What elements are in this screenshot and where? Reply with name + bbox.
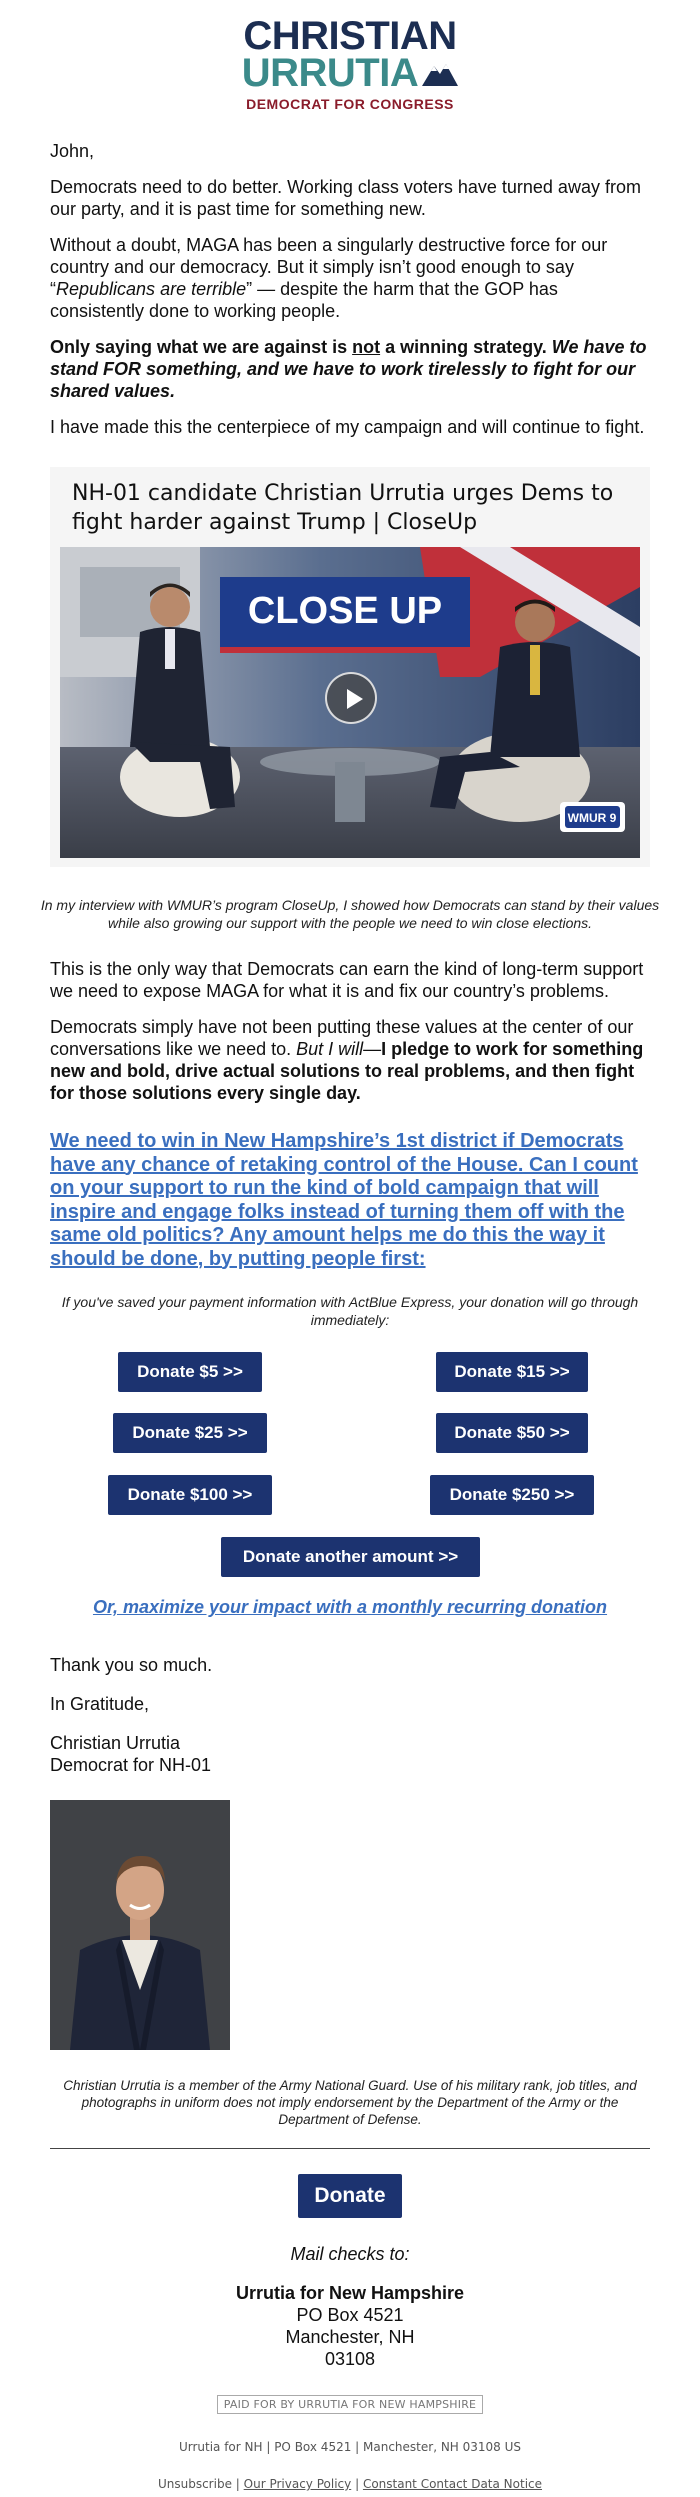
mailing-zip: 03108 — [324, 2349, 376, 2369]
unsubscribe-link[interactable]: Unsubscribe — [157, 2477, 232, 2491]
logo-first-name: CHRISTIAN — [243, 14, 457, 58]
donation-ask-link[interactable]: We need to win in New Hampshire’s 1st district if Democrats have any chance of retaking control of the House. Can I count on your support to run the kind of bold campaign that will inspire and engage folks instead of turning them off with the same old politics? Any amount helps me do this the way it should be done, by putting people first: — [50, 1130, 638, 1270]
video-title[interactable]: NH-01 candidate Christian Urrutia urges Dems to fight harder against Trump | CloseUp — [72, 481, 614, 535]
video-thumbnail[interactable] — [60, 547, 640, 858]
paragraph-3 — [50, 336, 650, 402]
logo-last-name: URRUTIA — [241, 51, 419, 95]
donate-15-button[interactable]: Donate $15 >> — [436, 1352, 588, 1392]
footer-separator: | — [235, 2477, 240, 2491]
paragraph-5: This is the only way that Democrats can earn the kind of long-term support we need to expose MAGA for what it is and fix our country’s problems. — [50, 959, 644, 1001]
paragraph-3-a: Only saying what we are against is — [50, 337, 353, 357]
paragraph-6 — [50, 1016, 650, 1104]
candidate-photo — [50, 1800, 230, 2050]
paragraph-3-not: not — [352, 337, 381, 357]
footer-donate-wrap — [0, 2174, 700, 2218]
paragraph-3-italic: We have to stand FOR something, and we have to work tirelessly to fight for our shared values. — [50, 337, 647, 401]
paragraph-2-b: ” — despite the harm that the GOP has consistently done to working people. — [50, 279, 558, 321]
video-station-bug: WMUR 9 — [567, 811, 617, 825]
footer-donate-button[interactable]: Donate — [298, 2174, 402, 2218]
signature-name: Christian Urrutia — [50, 1733, 181, 1753]
paragraph-2-italic: Republicans are terrible — [56, 279, 247, 299]
mail-checks-label: Mail checks to: — [290, 2244, 410, 2264]
mountain-icon — [422, 60, 458, 86]
footer-org-line: Urrutia for NH | PO Box 4521 | Manchester, NH 03108 US — [178, 2440, 522, 2454]
video-card[interactable] — [50, 467, 650, 867]
logo-last-name-row — [241, 51, 458, 95]
video-caption: In my interview with WMUR’s program CloseUp, I showed how Democrats can stand by their values while also growing our support with the people we need to win close elections. — [40, 897, 660, 931]
donate-other-amount-button[interactable]: Donate another amount >> — [221, 1537, 480, 1577]
footer-separator: | — [355, 2477, 360, 2491]
paid-for-disclaimer: PAID FOR BY URRUTIA FOR NEW HAMPSHIRE — [217, 2395, 483, 2414]
campaign-logo — [0, 14, 700, 112]
signature-title: Democrat for NH-01 — [50, 1755, 212, 1775]
mailing-org: Urrutia for New Hampshire — [235, 2283, 465, 2303]
footer-links — [0, 2477, 700, 2491]
intro-copy — [50, 140, 650, 452]
actblue-note: If you've saved your payment information with ActBlue Express, your donation will go through immediately: — [61, 1294, 639, 1328]
paragraph-2 — [50, 234, 650, 322]
donate-100-button[interactable]: Donate $100 >> — [108, 1475, 272, 1515]
video-banner-text: CLOSE UP — [247, 590, 443, 632]
donate-25-button[interactable]: Donate $25 >> — [113, 1413, 267, 1453]
play-button[interactable] — [325, 672, 377, 724]
paragraph-6-italic: But I will — [296, 1039, 364, 1059]
paragraph-1: Democrats need to do better. Working class voters have turned away from our party, and it is past time for something new. — [50, 177, 641, 219]
monthly-donation-link[interactable]: Or, maximize your impact with a monthly recurring donation — [92, 1597, 608, 1617]
military-disclaimer: Christian Urrutia is a member of the Army National Guard. Use of his military rank, job titles, and photographs in uniform does not imply endorsement by the Department of the Army or the Department of Defense. — [63, 2078, 637, 2127]
donate-50-button[interactable]: Donate $50 >> — [436, 1413, 588, 1453]
paragraph-4: I have made this the centerpiece of my campaign and will continue to fight. — [50, 417, 645, 437]
donate-5-button[interactable]: Donate $5 >> — [118, 1352, 262, 1392]
mailing-address-2: Manchester, NH — [285, 2327, 415, 2347]
paid-for-wrap — [0, 2395, 700, 2414]
paragraph-2-a: Without a doubt, MAGA has been a singularly destructive force for our country and our democracy. But it simply isn’t good enough to say “ — [50, 235, 608, 299]
paragraph-6-a: Democrats simply have not been putting these values at the center of our conversations like we need to. — [50, 1017, 634, 1059]
greeting: John, — [50, 141, 95, 161]
donate-250-button[interactable]: Donate $250 >> — [430, 1475, 594, 1515]
constant-contact-notice-link[interactable]: Constant Contact Data Notice — [362, 2477, 543, 2491]
logo-tagline: DEMOCRAT FOR CONGRESS — [246, 96, 454, 112]
middle-copy — [50, 958, 650, 1118]
footer-divider — [50, 2148, 650, 2149]
privacy-policy-link[interactable]: Our Privacy Policy — [243, 2477, 352, 2491]
gratitude-line: In Gratitude, — [50, 1694, 150, 1714]
mailing-address-1: PO Box 4521 — [296, 2305, 404, 2325]
paragraph-6-dash: — — [363, 1039, 382, 1059]
paragraph-3-b: a winning strategy. — [380, 337, 552, 357]
paragraph-6-bold: I pledge to work for something new and bold, drive actual solutions to real problems, and then fight for those solutions every single day. — [50, 1039, 644, 1103]
thanks-line: Thank you so much. — [50, 1655, 213, 1675]
